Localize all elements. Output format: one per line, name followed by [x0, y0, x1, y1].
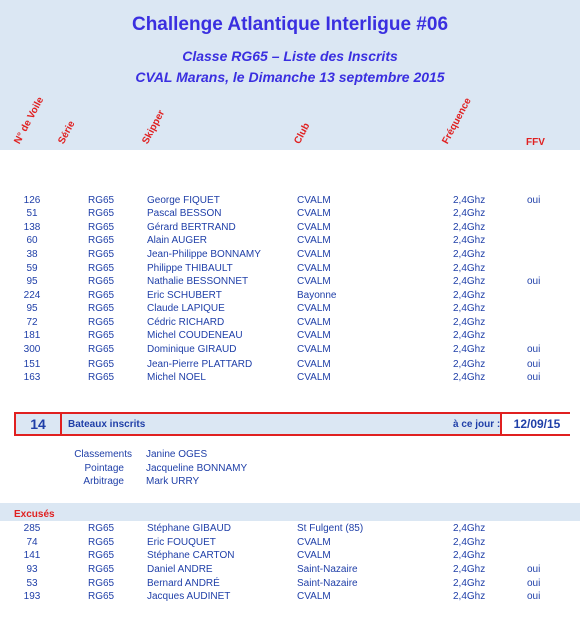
- cell-serie: RG65: [88, 208, 115, 219]
- cell-club: CVALM: [297, 550, 331, 561]
- cell-num: 163: [23, 372, 41, 383]
- cell-serie: RG65: [88, 222, 115, 233]
- table-row: [0, 234, 580, 247]
- cell-serie: RG65: [88, 330, 115, 341]
- cell-club: CVALM: [297, 303, 331, 314]
- cell-num: 38: [26, 249, 38, 260]
- cell-ffv: oui: [527, 578, 541, 589]
- event-info: CVAL Marans, le Dimanche 13 septembre 2015: [135, 69, 445, 85]
- cell-skipper: Stéphane CARTON: [147, 550, 235, 561]
- cell-freq: 2,4Ghz: [453, 208, 486, 219]
- cell-skipper: Alain AUGER: [147, 235, 208, 246]
- cell-skipper: Nathalie BESSONNET: [147, 276, 249, 287]
- cell-club: CVALM: [297, 317, 331, 328]
- table-row: [0, 316, 580, 329]
- cell-skipper: Cédric RICHARD: [147, 317, 225, 328]
- cell-ffv: oui: [527, 344, 541, 355]
- cell-serie: RG65: [88, 372, 115, 383]
- cell-freq: 2,4Ghz: [453, 578, 486, 589]
- cell-serie: RG65: [88, 303, 115, 314]
- cell-freq: 2,4Ghz: [453, 235, 486, 246]
- cell-club: CVALM: [297, 208, 331, 219]
- cell-skipper: Eric FOUQUET: [147, 537, 216, 548]
- excused-title: Excusés: [14, 509, 55, 520]
- table-row: [0, 248, 580, 261]
- cell-club: CVALM: [297, 330, 331, 341]
- staff-role: Arbitrage: [83, 476, 124, 487]
- cell-num: 74: [26, 537, 38, 548]
- cell-skipper: Daniel ANDRE: [147, 564, 213, 575]
- cell-skipper: George FIQUET: [147, 195, 220, 206]
- cell-num: 224: [23, 290, 41, 301]
- cell-num: 151: [23, 359, 41, 370]
- cell-freq: 2,4Ghz: [453, 564, 486, 575]
- cell-freq: 2,4Ghz: [453, 359, 486, 370]
- cell-ffv: oui: [527, 591, 541, 602]
- column-header-frequence: Fréquence: [440, 96, 474, 146]
- cell-num: 59: [26, 263, 38, 274]
- cell-club: CVALM: [297, 235, 331, 246]
- table-row: [0, 275, 580, 288]
- cell-skipper: Michel NOEL: [147, 372, 206, 383]
- table-row: [0, 549, 580, 562]
- cell-club: Bayonne: [297, 290, 337, 301]
- cell-freq: 2,4Ghz: [453, 195, 486, 206]
- cell-serie: RG65: [88, 290, 115, 301]
- cell-skipper: Eric SCHUBERT: [147, 290, 222, 301]
- cell-club: CVALM: [297, 249, 331, 260]
- cell-num: 285: [23, 523, 41, 534]
- boats-label: Bateaux inscrits: [68, 419, 146, 430]
- cell-club: CVALM: [297, 591, 331, 602]
- cell-num: 51: [26, 208, 38, 219]
- table-row: [0, 590, 580, 603]
- cell-serie: RG65: [88, 344, 115, 355]
- cell-club: CVALM: [297, 359, 331, 370]
- cell-club: CVALM: [297, 222, 331, 233]
- page-subtitle: Classe RG65 – Liste des Inscrits: [182, 48, 398, 64]
- excused-band: [0, 503, 580, 521]
- cell-serie: RG65: [88, 235, 115, 246]
- cell-serie: RG65: [88, 550, 115, 561]
- cell-num: 300: [23, 344, 41, 355]
- cell-skipper: Michel COUDENEAU: [147, 330, 243, 341]
- cell-ffv: oui: [527, 564, 541, 575]
- cell-skipper: Jean-Philippe BONNAMY: [147, 249, 261, 260]
- cell-freq: 2,4Ghz: [453, 290, 486, 301]
- table-row: [0, 329, 580, 342]
- cell-skipper: Bernard ANDRÉ: [147, 578, 220, 589]
- cell-freq: 2,4Ghz: [453, 263, 486, 274]
- cell-skipper: Jacques AUDINET: [147, 591, 231, 602]
- cell-freq: 2,4Ghz: [453, 222, 486, 233]
- cell-num: 72: [26, 317, 38, 328]
- cell-serie: RG65: [88, 537, 115, 548]
- table-row: [0, 302, 580, 315]
- cell-num: 141: [23, 550, 41, 561]
- cell-num: 138: [23, 222, 41, 233]
- update-date: 12/09/15: [500, 414, 572, 434]
- table-row: [0, 194, 580, 207]
- cell-freq: 2,4Ghz: [453, 317, 486, 328]
- cell-serie: RG65: [88, 263, 115, 274]
- column-header-club: Club: [292, 121, 313, 146]
- table-row: [0, 262, 580, 275]
- date-label: à ce jour :: [453, 419, 501, 430]
- cell-serie: RG65: [88, 195, 115, 206]
- cell-freq: 2,4Ghz: [453, 303, 486, 314]
- cell-serie: RG65: [88, 317, 115, 328]
- cell-num: 53: [26, 578, 38, 589]
- cell-serie: RG65: [88, 564, 115, 575]
- cell-skipper: Claude LAPIQUE: [147, 303, 225, 314]
- cell-skipper: Pascal BESSON: [147, 208, 222, 219]
- table-row: [0, 289, 580, 302]
- cell-freq: 2,4Ghz: [453, 372, 486, 383]
- cell-skipper: Stéphane GIBAUD: [147, 523, 231, 534]
- cell-freq: 2,4Ghz: [453, 249, 486, 260]
- table-row: [0, 536, 580, 549]
- cell-num: 93: [26, 564, 38, 575]
- cell-serie: RG65: [88, 249, 115, 260]
- staff-role: Pointage: [84, 463, 124, 474]
- cell-serie: RG65: [88, 359, 115, 370]
- cell-ffv: oui: [527, 195, 541, 206]
- cell-club: Saint-Nazaire: [297, 578, 358, 589]
- cell-num: 95: [26, 303, 38, 314]
- cell-freq: 2,4Ghz: [453, 276, 486, 287]
- cell-freq: 2,4Ghz: [453, 550, 486, 561]
- cell-freq: 2,4Ghz: [453, 344, 486, 355]
- table-row: [0, 577, 580, 590]
- cell-freq: 2,4Ghz: [453, 591, 486, 602]
- table-row: [0, 371, 580, 384]
- cell-club: St Fulgent (85): [297, 523, 364, 534]
- page-title: Challenge Atlantique Interligue #06: [131, 14, 449, 35]
- cell-serie: RG65: [88, 276, 115, 287]
- cell-club: CVALM: [297, 344, 331, 355]
- column-header-num: N° de Voile: [12, 95, 47, 146]
- staff-role: Classements: [74, 449, 132, 460]
- table-row: [0, 358, 580, 371]
- table-row: [0, 563, 580, 576]
- column-header-serie: Série: [56, 119, 78, 146]
- cell-freq: 2,4Ghz: [453, 523, 486, 534]
- table-row: [0, 221, 580, 234]
- cell-num: 60: [26, 235, 38, 246]
- cell-club: Saint-Nazaire: [297, 564, 358, 575]
- cell-skipper: Dominique GIRAUD: [147, 344, 237, 355]
- cell-num: 193: [23, 591, 41, 602]
- column-header-skipper: Skipper: [140, 108, 168, 146]
- cell-ffv: oui: [527, 359, 541, 370]
- cell-skipper: Jean-Pierre PLATTARD: [147, 359, 253, 370]
- cell-skipper: Philippe THIBAULT: [147, 263, 233, 274]
- cell-serie: RG65: [88, 591, 115, 602]
- cell-club: CVALM: [297, 537, 331, 548]
- cell-ffv: oui: [527, 372, 541, 383]
- table-row: [0, 343, 580, 356]
- cell-ffv: oui: [527, 276, 541, 287]
- staff-name: Jacqueline BONNAMY: [146, 463, 248, 474]
- table-row: [0, 522, 580, 535]
- cell-freq: 2,4Ghz: [453, 537, 486, 548]
- cell-serie: RG65: [88, 578, 115, 589]
- cell-skipper: Gérard BERTRAND: [147, 222, 236, 233]
- cell-serie: RG65: [88, 523, 115, 534]
- table-row: [0, 207, 580, 220]
- cell-num: 95: [26, 276, 38, 287]
- cell-num: 126: [23, 195, 41, 206]
- cell-num: 181: [23, 330, 41, 341]
- boats-count: 14: [16, 414, 62, 434]
- column-header-ffv: FFV: [526, 137, 545, 148]
- summary-bar: [14, 412, 570, 436]
- cell-club: CVALM: [297, 372, 331, 383]
- cell-freq: 2,4Ghz: [453, 330, 486, 341]
- cell-club: CVALM: [297, 195, 331, 206]
- staff-name: Janine OGES: [146, 449, 208, 460]
- staff-name: Mark URRY: [146, 476, 200, 487]
- cell-club: CVALM: [297, 263, 331, 274]
- cell-club: CVALM: [297, 276, 331, 287]
